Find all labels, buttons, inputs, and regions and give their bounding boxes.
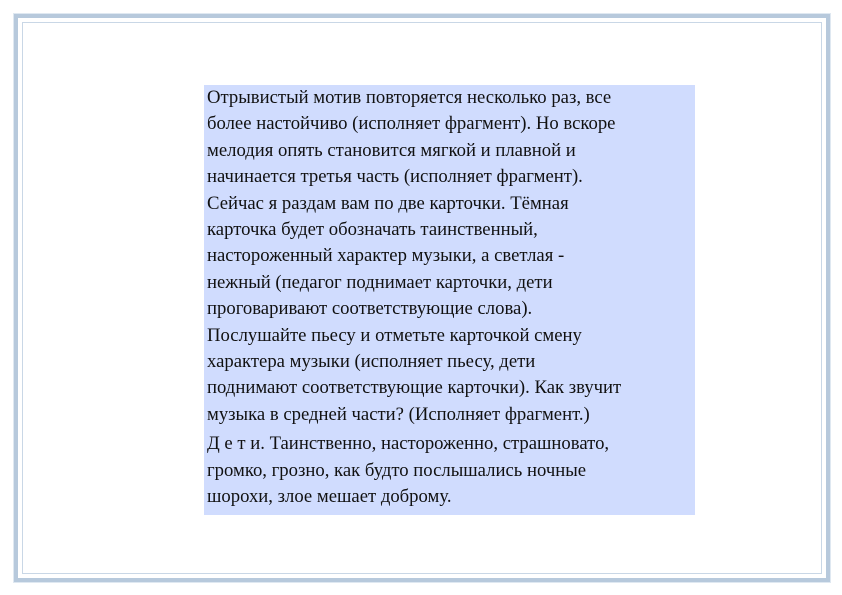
paragraph-children-answer: Д е т и. Таинственно, настороженно, страшновато, громко, грозно, как будто послышались ночные шорохи, злое мешает доброму. xyxy=(207,433,610,508)
paragraph-teacher-narration: Отрывистый мотив повторяется несколько раз, все более настойчиво (исполняет фрагмент). Но вскоре мелодия опять становится мягкой и плавной и начинается третья часть (исполняет фрагмент). Сейчас я раздам вам по две карточки. Тёмная карточка будет обозначать таинственный, настороженный характер музыки, а светлая - нежный (педагог поднимает карточки, дети проговаривают соответствующие слова). Послушайте пьесу и отметьте карточкой смену характера музыки (исполняет пьесу, дети поднимают соответствующие карточки). Как звучит музыка в средней части? (Исполняет фрагмент.) xyxy=(207,87,622,425)
text-block xyxy=(204,85,695,515)
